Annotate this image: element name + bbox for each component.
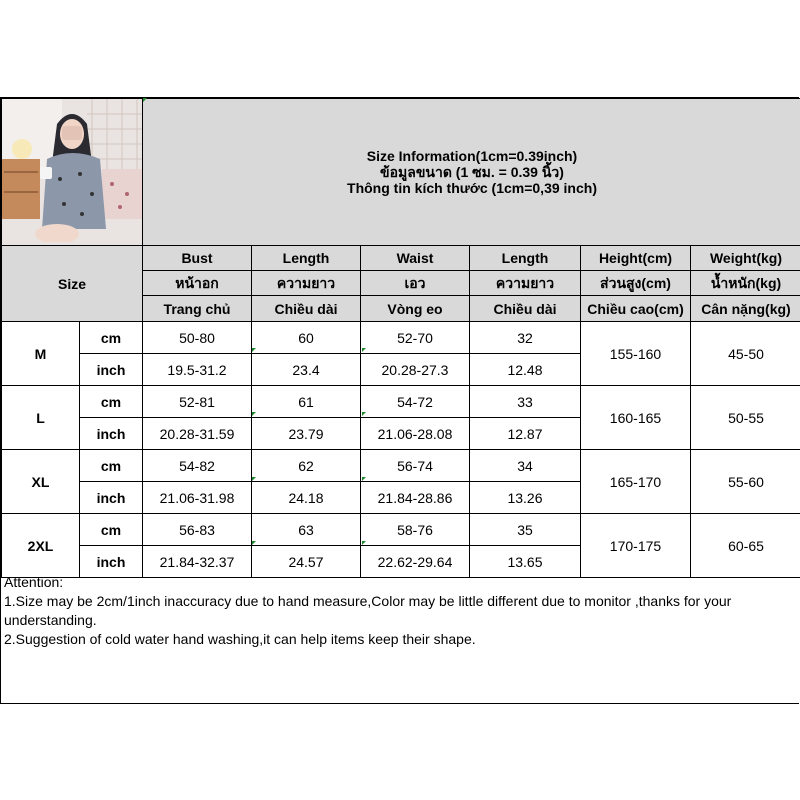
size-label-2xl: 2XL — [2, 514, 80, 578]
title-thai: ข้อมูลขนาด (1 ซม. = 0.39 นิ้ว) — [380, 164, 564, 180]
table-cell: 20.28-27.3 — [361, 354, 470, 386]
title-vietnamese: Thông tin kích thước (1cm=0,39 inch) — [347, 180, 597, 196]
col-header-vi: Chiều dài — [470, 296, 581, 322]
col-header-en: Bust — [143, 246, 252, 271]
weight-cell: 45-50 — [691, 322, 800, 386]
unit-label-inch: inch — [80, 354, 143, 386]
unit-label-inch: inch — [80, 418, 143, 450]
table-cell: 21.06-31.98 — [143, 482, 252, 514]
unit-label-cm: cm — [80, 514, 143, 546]
col-header-th: หน้าอก — [143, 271, 252, 296]
cell-comment-marker — [252, 412, 256, 416]
unit-label-cm: cm — [80, 450, 143, 482]
model-photo-illustration — [2, 99, 143, 242]
unit-label-cm: cm — [80, 386, 143, 418]
weight-cell: 55-60 — [691, 450, 800, 514]
title-english: Size Information(1cm=0.39inch) — [366, 148, 578, 164]
chart-title — [143, 99, 800, 246]
cell-comment-marker — [252, 348, 256, 352]
col-header-th: ความยาว — [470, 271, 581, 296]
table-cell: 23.79 — [252, 418, 361, 450]
cell-comment-marker — [362, 477, 366, 481]
table-cell: 13.26 — [470, 482, 581, 514]
size-label-xl: XL — [2, 450, 80, 514]
height-cell: 170-175 — [581, 514, 691, 578]
table-cell: 13.65 — [470, 546, 581, 578]
col-header-vi: Trang chủ — [143, 296, 252, 322]
col-header-en: Waist — [361, 246, 470, 271]
note-line: 1.Size may be 2cm/1inch inaccuracy due to hand measure,Color may be little different due to monitor ,thanks for your understanding. — [4, 593, 732, 628]
height-cell: 165-170 — [581, 450, 691, 514]
notes-heading: Attention: — [4, 574, 64, 590]
col-header-vi: Vòng eo — [361, 296, 470, 322]
height-cell: 160-165 — [581, 386, 691, 450]
table-cell: 58-76 — [361, 514, 470, 546]
table-cell: 24.18 — [252, 482, 361, 514]
cell-comment-marker — [143, 98, 147, 102]
table-cell: 35 — [470, 514, 581, 546]
table-cell: 19.5-31.2 — [143, 354, 252, 386]
table-cell: 52-70 — [361, 322, 470, 354]
table-cell: 21.84-28.86 — [361, 482, 470, 514]
table-cell: 50-80 — [143, 322, 252, 354]
table-cell: 21.84-32.37 — [143, 546, 252, 578]
table-cell: 12.87 — [470, 418, 581, 450]
table-cell: 24.57 — [252, 546, 361, 578]
table-cell: 22.62-29.64 — [361, 546, 470, 578]
note-line: 2.Suggestion of cold water hand washing,it can help items keep their shape. — [4, 631, 476, 647]
col-header-en: Height(cm) — [581, 246, 691, 271]
height-cell: 155-160 — [581, 322, 691, 386]
product-photo — [2, 99, 143, 246]
unit-label-cm: cm — [80, 322, 143, 354]
size-header: Size — [2, 246, 143, 322]
table-cell: 60 — [252, 322, 361, 354]
unit-label-inch: inch — [80, 482, 143, 514]
cell-comment-marker — [362, 541, 366, 545]
col-header-en: Length — [252, 246, 361, 271]
table-cell: 63 — [252, 514, 361, 546]
col-header-th: เอว — [361, 271, 470, 296]
cell-comment-marker — [362, 348, 366, 352]
table-cell: 12.48 — [470, 354, 581, 386]
cell-comment-marker — [252, 541, 256, 545]
unit-label-inch: inch — [80, 546, 143, 578]
table-cell: 23.4 — [252, 354, 361, 386]
col-header-en: Length — [470, 246, 581, 271]
col-header-en: Weight(kg) — [691, 246, 800, 271]
cell-comment-marker — [252, 477, 256, 481]
col-header-vi: Cân nặng(kg) — [691, 296, 800, 322]
col-header-th: น้ำหนัก(kg) — [691, 271, 800, 296]
table-cell: 33 — [470, 386, 581, 418]
weight-cell: 60-65 — [691, 514, 800, 578]
col-header-th: ส่วนสูง(cm) — [581, 271, 691, 296]
size-table — [1, 98, 800, 578]
size-label-m: M — [2, 322, 80, 386]
size-label-l: L — [2, 386, 80, 450]
table-cell: 61 — [252, 386, 361, 418]
col-header-vi: Chiều dài — [252, 296, 361, 322]
table-cell: 56-74 — [361, 450, 470, 482]
size-chart — [0, 97, 799, 704]
col-header-vi: Chiều cao(cm) — [581, 296, 691, 322]
weight-cell: 50-55 — [691, 386, 800, 450]
table-cell: 34 — [470, 450, 581, 482]
table-cell: 21.06-28.08 — [361, 418, 470, 450]
attention-notes — [4, 573, 796, 649]
table-cell: 32 — [470, 322, 581, 354]
table-cell: 20.28-31.59 — [143, 418, 252, 450]
table-cell: 52-81 — [143, 386, 252, 418]
col-header-th: ความยาว — [252, 271, 361, 296]
table-cell: 62 — [252, 450, 361, 482]
table-cell: 54-82 — [143, 450, 252, 482]
table-cell: 54-72 — [361, 386, 470, 418]
cell-comment-marker — [362, 412, 366, 416]
table-cell: 56-83 — [143, 514, 252, 546]
